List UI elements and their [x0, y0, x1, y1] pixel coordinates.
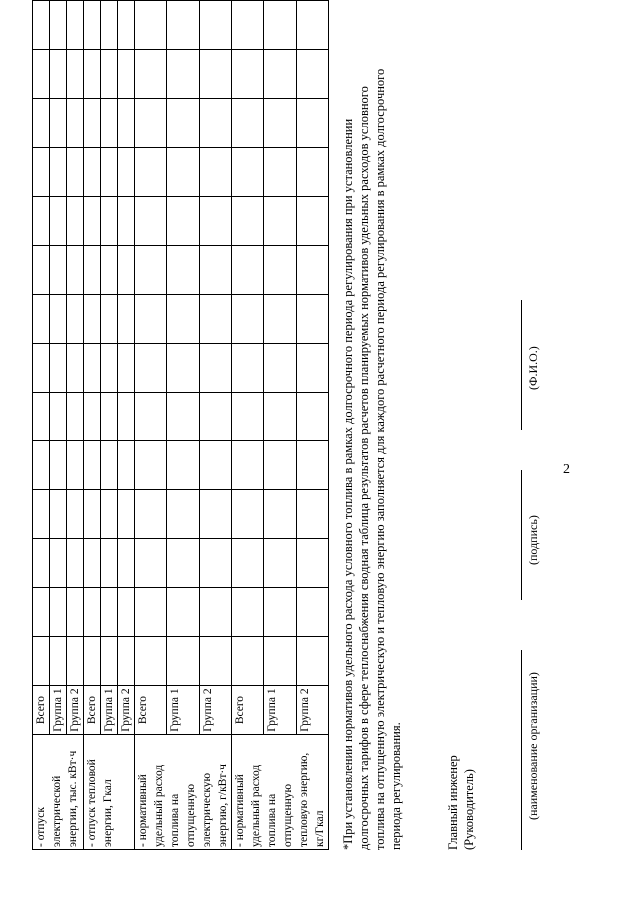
summary-table [32, 0, 329, 850]
table-row [33, 1, 50, 850]
value-cell [199, 50, 231, 99]
value-cell [101, 147, 118, 196]
org-line [521, 650, 522, 850]
value-cell [199, 99, 231, 148]
value-cell [232, 294, 264, 343]
value-cell [101, 294, 118, 343]
table-row [135, 1, 167, 850]
table-row [50, 1, 67, 850]
value-cell [33, 539, 50, 588]
value-cell [50, 588, 67, 637]
value-cell [84, 343, 101, 392]
name-line [521, 300, 522, 430]
value-cell [264, 1, 296, 50]
value-cell [67, 588, 84, 637]
value-cell [101, 539, 118, 588]
signature-block [445, 30, 605, 850]
value-cell [264, 294, 296, 343]
value-cell [232, 196, 264, 245]
value-cell [167, 50, 199, 99]
org-caption: (наименование организации) [526, 672, 540, 820]
table-row [232, 1, 264, 850]
value-cell [118, 294, 135, 343]
group-label: Группа 1 [50, 686, 67, 735]
value-cell [232, 441, 264, 490]
value-cell [135, 147, 167, 196]
value-cell [199, 294, 231, 343]
value-cell [101, 50, 118, 99]
table-row [67, 1, 84, 850]
group-label: Группа 1 [264, 686, 296, 735]
value-cell [84, 245, 101, 294]
value-cell [135, 99, 167, 148]
value-cell [84, 392, 101, 441]
value-cell [296, 441, 328, 490]
table-row [167, 1, 199, 850]
value-cell [264, 245, 296, 294]
value-cell [264, 588, 296, 637]
value-cell [101, 196, 118, 245]
value-cell [67, 1, 84, 50]
group-label: Группа 1 [101, 686, 118, 735]
value-cell [199, 196, 231, 245]
value-cell [33, 1, 50, 50]
value-cell [232, 343, 264, 392]
value-cell [296, 196, 328, 245]
value-cell [50, 343, 67, 392]
value-cell [232, 245, 264, 294]
value-cell [135, 588, 167, 637]
group-label: Группа 2 [296, 686, 328, 735]
table-row [296, 1, 328, 850]
value-cell [33, 196, 50, 245]
value-cell [33, 441, 50, 490]
value-cell [264, 147, 296, 196]
value-cell [232, 99, 264, 148]
table-row [84, 1, 101, 850]
value-cell [199, 490, 231, 539]
value-cell [84, 539, 101, 588]
value-cell [118, 147, 135, 196]
value-cell [84, 294, 101, 343]
value-cell [135, 245, 167, 294]
value-cell [67, 50, 84, 99]
value-cell [296, 294, 328, 343]
value-cell [296, 245, 328, 294]
value-cell [264, 50, 296, 99]
value-cell [84, 1, 101, 50]
value-cell [118, 539, 135, 588]
value-cell [296, 50, 328, 99]
table-row [199, 1, 231, 850]
value-cell [199, 588, 231, 637]
value-cell [264, 539, 296, 588]
value-cell [296, 539, 328, 588]
value-cell [67, 245, 84, 294]
row-label: - отпуск электрической энергии, тыс. кВт·ч [33, 735, 84, 850]
value-cell [296, 147, 328, 196]
value-cell [67, 490, 84, 539]
value-cell [167, 99, 199, 148]
row-label: - нормативный удельный расход топлива на отпущенную электрическую энергию, г/кВт·ч [135, 735, 232, 850]
value-cell [135, 392, 167, 441]
value-cell [84, 490, 101, 539]
value-cell [118, 637, 135, 686]
value-cell [232, 588, 264, 637]
value-cell [101, 637, 118, 686]
value-cell [33, 50, 50, 99]
value-cell [167, 245, 199, 294]
value-cell [167, 1, 199, 50]
value-cell [50, 147, 67, 196]
value-cell [101, 490, 118, 539]
value-cell [264, 490, 296, 539]
value-cell [50, 392, 67, 441]
value-cell [101, 588, 118, 637]
value-cell [101, 441, 118, 490]
value-cell [101, 99, 118, 148]
value-cell [50, 196, 67, 245]
value-cell [118, 50, 135, 99]
value-cell [135, 539, 167, 588]
value-cell [67, 99, 84, 148]
value-cell [50, 1, 67, 50]
group-label: Группа 2 [118, 686, 135, 735]
value-cell [33, 637, 50, 686]
table-row [118, 1, 135, 850]
value-cell [232, 637, 264, 686]
value-cell [167, 588, 199, 637]
value-cell [84, 99, 101, 148]
value-cell [67, 392, 84, 441]
group-label: Всего [33, 686, 50, 735]
value-cell [199, 1, 231, 50]
value-cell [118, 490, 135, 539]
value-cell [50, 441, 67, 490]
value-cell [84, 588, 101, 637]
value-cell [67, 147, 84, 196]
row-label: - нормативный удельный расход топлива на отпущенную тепловую энергию, кг/Гкал [232, 735, 329, 850]
value-cell [118, 99, 135, 148]
group-label: Всего [135, 686, 167, 735]
value-cell [199, 637, 231, 686]
value-cell [84, 50, 101, 99]
value-cell [264, 196, 296, 245]
value-cell [167, 637, 199, 686]
value-cell [67, 294, 84, 343]
value-cell [33, 294, 50, 343]
value-cell [135, 196, 167, 245]
value-cell [135, 294, 167, 343]
value-cell [84, 196, 101, 245]
value-cell [118, 392, 135, 441]
value-cell [199, 245, 231, 294]
value-cell [264, 392, 296, 441]
value-cell [33, 490, 50, 539]
value-cell [296, 490, 328, 539]
value-cell [118, 343, 135, 392]
group-label: Группа 1 [167, 686, 199, 735]
group-label: Группа 2 [199, 686, 231, 735]
value-cell [101, 1, 118, 50]
value-cell [50, 294, 67, 343]
value-cell [199, 343, 231, 392]
table-row [101, 1, 118, 850]
value-cell [167, 294, 199, 343]
value-cell [167, 441, 199, 490]
value-cell [84, 147, 101, 196]
value-cell [118, 1, 135, 50]
value-cell [33, 392, 50, 441]
group-label: Всего [232, 686, 264, 735]
value-cell [101, 343, 118, 392]
value-cell [135, 1, 167, 50]
value-cell [167, 343, 199, 392]
signatory-subtitle: (Руководитель) [462, 769, 476, 850]
value-cell [67, 539, 84, 588]
value-cell [118, 441, 135, 490]
signatory-title: Главный инженер [446, 755, 460, 850]
value-cell [296, 99, 328, 148]
page-number: 2 [563, 462, 570, 477]
value-cell [135, 637, 167, 686]
value-cell [296, 392, 328, 441]
value-cell [84, 637, 101, 686]
value-cell [50, 50, 67, 99]
value-cell [67, 343, 84, 392]
value-cell [199, 147, 231, 196]
value-cell [50, 539, 67, 588]
value-cell [167, 147, 199, 196]
value-cell [232, 147, 264, 196]
value-cell [50, 490, 67, 539]
value-cell [101, 392, 118, 441]
value-cell [264, 343, 296, 392]
value-cell [199, 392, 231, 441]
value-cell [33, 147, 50, 196]
value-cell [33, 343, 50, 392]
value-cell [296, 588, 328, 637]
value-cell [118, 245, 135, 294]
value-cell [232, 539, 264, 588]
sign-caption: (подпись) [526, 515, 540, 565]
value-cell [296, 343, 328, 392]
value-cell [67, 441, 84, 490]
table-row [264, 1, 296, 850]
value-cell [135, 343, 167, 392]
value-cell [135, 441, 167, 490]
value-cell [232, 50, 264, 99]
value-cell [50, 637, 67, 686]
footnote [340, 50, 404, 850]
value-cell [50, 99, 67, 148]
name-caption: (Ф.И.О.) [526, 346, 540, 390]
value-cell [264, 99, 296, 148]
value-cell [33, 588, 50, 637]
value-cell [167, 539, 199, 588]
value-cell [232, 490, 264, 539]
sign-line [521, 470, 522, 600]
value-cell [118, 588, 135, 637]
value-cell [232, 1, 264, 50]
value-cell [33, 99, 50, 148]
value-cell [199, 539, 231, 588]
value-cell [50, 245, 67, 294]
group-label: Группа 2 [67, 686, 84, 735]
value-cell [33, 245, 50, 294]
value-cell [67, 637, 84, 686]
value-cell [84, 441, 101, 490]
value-cell [167, 196, 199, 245]
value-cell [296, 1, 328, 50]
value-cell [167, 490, 199, 539]
value-cell [118, 196, 135, 245]
value-cell [135, 50, 167, 99]
value-cell [232, 392, 264, 441]
value-cell [135, 490, 167, 539]
group-label: Всего [84, 686, 101, 735]
value-cell [264, 441, 296, 490]
value-cell [264, 637, 296, 686]
value-cell [67, 196, 84, 245]
value-cell [199, 441, 231, 490]
footnote-text: *При установлении нормативов удельного расхода условного топлива в рамках долгосрочного периода регулирования при установлении долгосрочных тарифов в сфере теплоснабжения сводная таблица результатов расчетов планируемых нормативов удельных расходов условного топлива на отпущенную электрическую и тепловую энергию заполняется для каждого расчетного периода регулирования в рамках долгосрочного периода регулирования. [341, 68, 403, 850]
value-cell [296, 637, 328, 686]
row-label: - отпуск тепловой энергии, Гкал [84, 735, 135, 850]
value-cell [101, 245, 118, 294]
value-cell [167, 392, 199, 441]
